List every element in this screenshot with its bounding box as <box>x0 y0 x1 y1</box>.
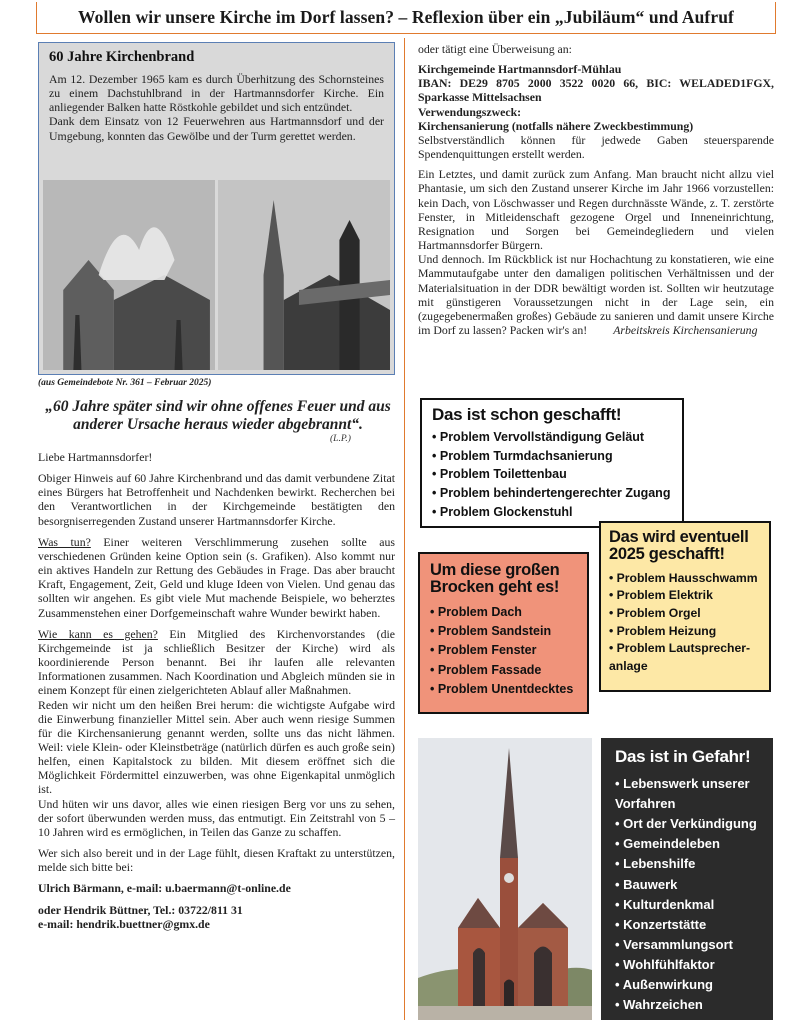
at-risk-item: • Lebenswerk unserer Vorfahren <box>615 774 759 814</box>
done-box-title: Das ist schon geschafft! <box>432 405 622 424</box>
done-box <box>420 398 684 528</box>
bank-recipient: Kirchgemeinde Hartmannsdorf-Mühlau <box>418 62 622 77</box>
at-risk-item: • Ort der Verkündigung <box>615 814 759 834</box>
church-fire-text-1: Am 12. Dezember 1965 kam es durch Überhitzung des Schornsteines zu einem Dachstuhlbrand in der Hartmannsdorfer Kirche. Ein anliegender Balken hatte Röstkohle gebildet und sich entzündet. <box>49 72 384 115</box>
contact-baermann[interactable]: Ulrich Bärmann, e-mail: u.baermann@t-online.de <box>38 881 291 896</box>
paragraph-how <box>38 627 395 698</box>
maybe-item: • Problem Elektrik <box>609 587 761 605</box>
contact-buettner-phone[interactable]: oder Hendrik Büttner, Tel.: 03722/811 31 <box>38 902 243 917</box>
right-article-column <box>418 42 774 337</box>
transfer-intro: oder tätigt eine Überweisung an: <box>418 42 572 56</box>
at-risk-item: • Bauwerk <box>615 875 759 895</box>
done-item: • Problem Glockenstuhl <box>432 503 672 522</box>
big-problems-box <box>418 552 589 714</box>
purpose-text: Kirchensanierung (notfalls nähere Zweckbestimmung) <box>418 118 694 133</box>
maybe-item: • Problem Lautsprecher-anlage <box>609 640 761 675</box>
done-item: • Problem behindertengerechter Zugang <box>432 484 672 503</box>
big-problem-item: • Problem Fassade <box>430 661 577 680</box>
done-item: • Problem Toilettenbau <box>432 465 672 484</box>
big-problem-item: • Problem Fenster <box>430 641 577 660</box>
at-risk-item: • Konzertstätte <box>615 915 759 935</box>
at-risk-item: • Wahrzeichen <box>615 995 759 1015</box>
paragraph-last: Ein Letztes, und damit zurück zum Anfang. Man braucht nicht allzu viel Phantasie, um sich den Zustand unserer Kirche im Jahr 1966 vorzustellen: kein Dach, von Löschwasser und Regen durchnässte Wände, z. T. zerstörte Fenster, in Mitleidenschaft gezogene Orgel und Inneneinrichtung, Resignation und Sorgen bei Gemeindegliedern und vielen Hartmannsdorfer Bürgern. <box>418 167 774 253</box>
maybe-item: • Problem Heizung <box>609 623 761 641</box>
church-fire-text-2: Dank dem Einsatz von 12 Feuerwehren aus Hartmannsdorf und der Umgebung, konnten das Gewölbe und der Turm gerettet werden. <box>49 114 384 143</box>
greeting: Liebe Hartmannsdorfer! <box>38 450 153 464</box>
photo-caption: (aus Gemeindebote Nr. 361 – Februar 2025) <box>38 378 212 388</box>
big-problems-list <box>430 603 577 700</box>
citizen-quote: „60 Jahre später sind wir ohne offenes Feuer und aus anderer Ursache heraus wieder abgebrannt“. <box>45 398 391 433</box>
fire-photo-right <box>218 180 390 370</box>
column-divider <box>404 38 405 1020</box>
maybe-item: • Problem Orgel <box>609 605 761 623</box>
what-to-do-lead: Was tun? <box>38 534 91 549</box>
big-problem-item: • Problem Sandstein <box>430 622 577 641</box>
maybe-item: • Problem Hausschwamm <box>609 570 761 588</box>
at-risk-item: • Kulturdenkmal <box>615 895 759 915</box>
done-item: • Problem Vervollständigung Geläut <box>432 428 672 447</box>
donation-receipts: Selbstverständlich können für jedwede Gaben steuersparende Spendenquittungen erstellt werden. <box>418 132 774 162</box>
maybe-2025-title: Das wird eventuell 2025 geschafft! <box>609 528 749 564</box>
paragraph-intro: Obiger Hinweis auf 60 Jahre Kirchenbrand und das damit verbundene Zitat eines Bürgers hat Betroffenheit und Nachdenken bewirkt. Recherchen bei den Verantwortlichen in der Kirchgemeinde bestätigten den besorgniserregenden Zustand unserer Hartmannsdorfer Kirche. <box>38 471 395 528</box>
bank-iban: IBAN: DE29 8705 2000 3522 0020 66, BIC: WELADED1FGX, Sparkasse Mittelsachsen <box>418 76 774 105</box>
fire-photo-left <box>43 180 215 370</box>
at-risk-item: • Lebenshilfe <box>615 854 759 874</box>
signature: Arbeitskreis Kirchensanierung <box>613 322 758 337</box>
paragraph-end <box>418 252 774 337</box>
church-fire-heading: 60 Jahre Kirchenbrand <box>49 49 195 65</box>
at-risk-item: • Versammlungsort <box>615 935 759 955</box>
at-risk-item: • Wohlfühlfaktor <box>615 955 759 975</box>
fire-photos <box>43 180 390 370</box>
big-problem-item: • Problem Unentdecktes <box>430 680 577 699</box>
at-risk-box <box>601 738 773 1020</box>
quote-author: (L.P.) <box>330 434 351 444</box>
paragraph-what-to-do <box>38 535 395 620</box>
paragraph-call: Wer sich also bereit und in der Lage fühlt, diesen Kraftakt zu unterstützen, melde sich bitte bei: <box>38 846 395 875</box>
at-risk-title: Das ist in Gefahr! <box>615 747 751 766</box>
church-photo <box>418 738 592 1020</box>
contact-buettner-email[interactable]: e-mail: hendrik.buettner@gmx.de <box>38 916 210 931</box>
how-text: Ein Mitglied des Kirchenvorstandes (die Kirchgemeinde ist ja schließlich Besitzer der Kirche) wird als koordinierende Person benannt. Bei ihr laufen alle relevanten Informationen zusammen. Nach Koordination und Abgleich münden sie in einem Konzept für einen zielgerichteten Ablauf aller Maßnahmen. <box>38 626 395 698</box>
paragraph-funding: Reden wir nicht um den heißen Brei herum: die wichtigste Aufgabe wird die Einwerbung finanzieller Mittel sein. Aber auch wenn riesige Summen für die Kirchensanierung genannt werden, sollte uns das nicht lähmen. Weil: viele Klein- oder Kleinstbeträge (natürlich dürfen es auch große sein) helfen, einen Kapitalstock zu bilden. Mit diesem eröffnet sich die Möglichkeit Fördermittel einzuwerben, was ohne Eigenkapital unmöglich ist. <box>38 697 395 797</box>
done-list <box>432 428 672 522</box>
at-risk-item: • Gemeindeleben <box>615 834 759 854</box>
paragraph-timeline: Und hüten wir uns davor, alles wie einen riesigen Berg vor uns zu sehen, der sofort überwunden werden muss, das entmutigt. Ein Zeitstrahl von 5 – 10 Jahren wird es ermöglichen, in Teilen das Ganze zu schaffen. <box>38 796 395 839</box>
maybe-2025-box <box>599 521 771 692</box>
at-risk-item: • Außenwirkung <box>615 975 759 995</box>
church-fire-box <box>38 42 395 375</box>
done-item: • Problem Turmdachsanierung <box>432 447 672 466</box>
maybe-2025-list <box>609 570 761 676</box>
what-to-do-text: Einer weiteren Verschlimmerung zusehen sollte aus verschiedenen Gründen keine Option sein (s. Grafiken). Also kommt nur ein aktives Handeln zur Rettung des Gebäudes in Frage. Das aber braucht Kraft, Engagement, Zeit, Geld und kluge Ideen von Vielen. Und genau das sollten wir angehen. Es gibt viele Mut machende Beispiele, wo beherztes Zusammenstehen einer Dorfgemeinschaft wahre Wunder bewirkt haben. <box>38 534 395 620</box>
left-article-column <box>38 450 395 931</box>
page-title: Wollen wir unsere Kirche im Dorf lassen? – Reflexion über ein „Jubiläum“ und Aufruf <box>36 2 776 34</box>
big-problems-title: Um diese großen Brocken geht es! <box>430 561 560 597</box>
big-problem-item: • Problem Dach <box>430 603 577 622</box>
how-lead: Wie kann es gehen? <box>38 626 158 641</box>
at-risk-list <box>615 774 759 1016</box>
purpose-label: Verwendungszweck: <box>418 104 522 119</box>
paragraph-end-text: Und dennoch. Im Rückblick ist nur Hochachtung zu konstatieren, wie eine Mammutaufgabe unter den damaligen politischen Verhältnissen und der Materialsituation in der DDR bewältigt worden ist. Sollten wir heutzutage mit günstigeren Voraussetzungen nicht in der Lage sein, ein (zugegebenermaßen großes) Gebäude zu sanieren und damit unsere Kirche im Dorf zu lassen? Packen wir's an! <box>418 252 774 337</box>
